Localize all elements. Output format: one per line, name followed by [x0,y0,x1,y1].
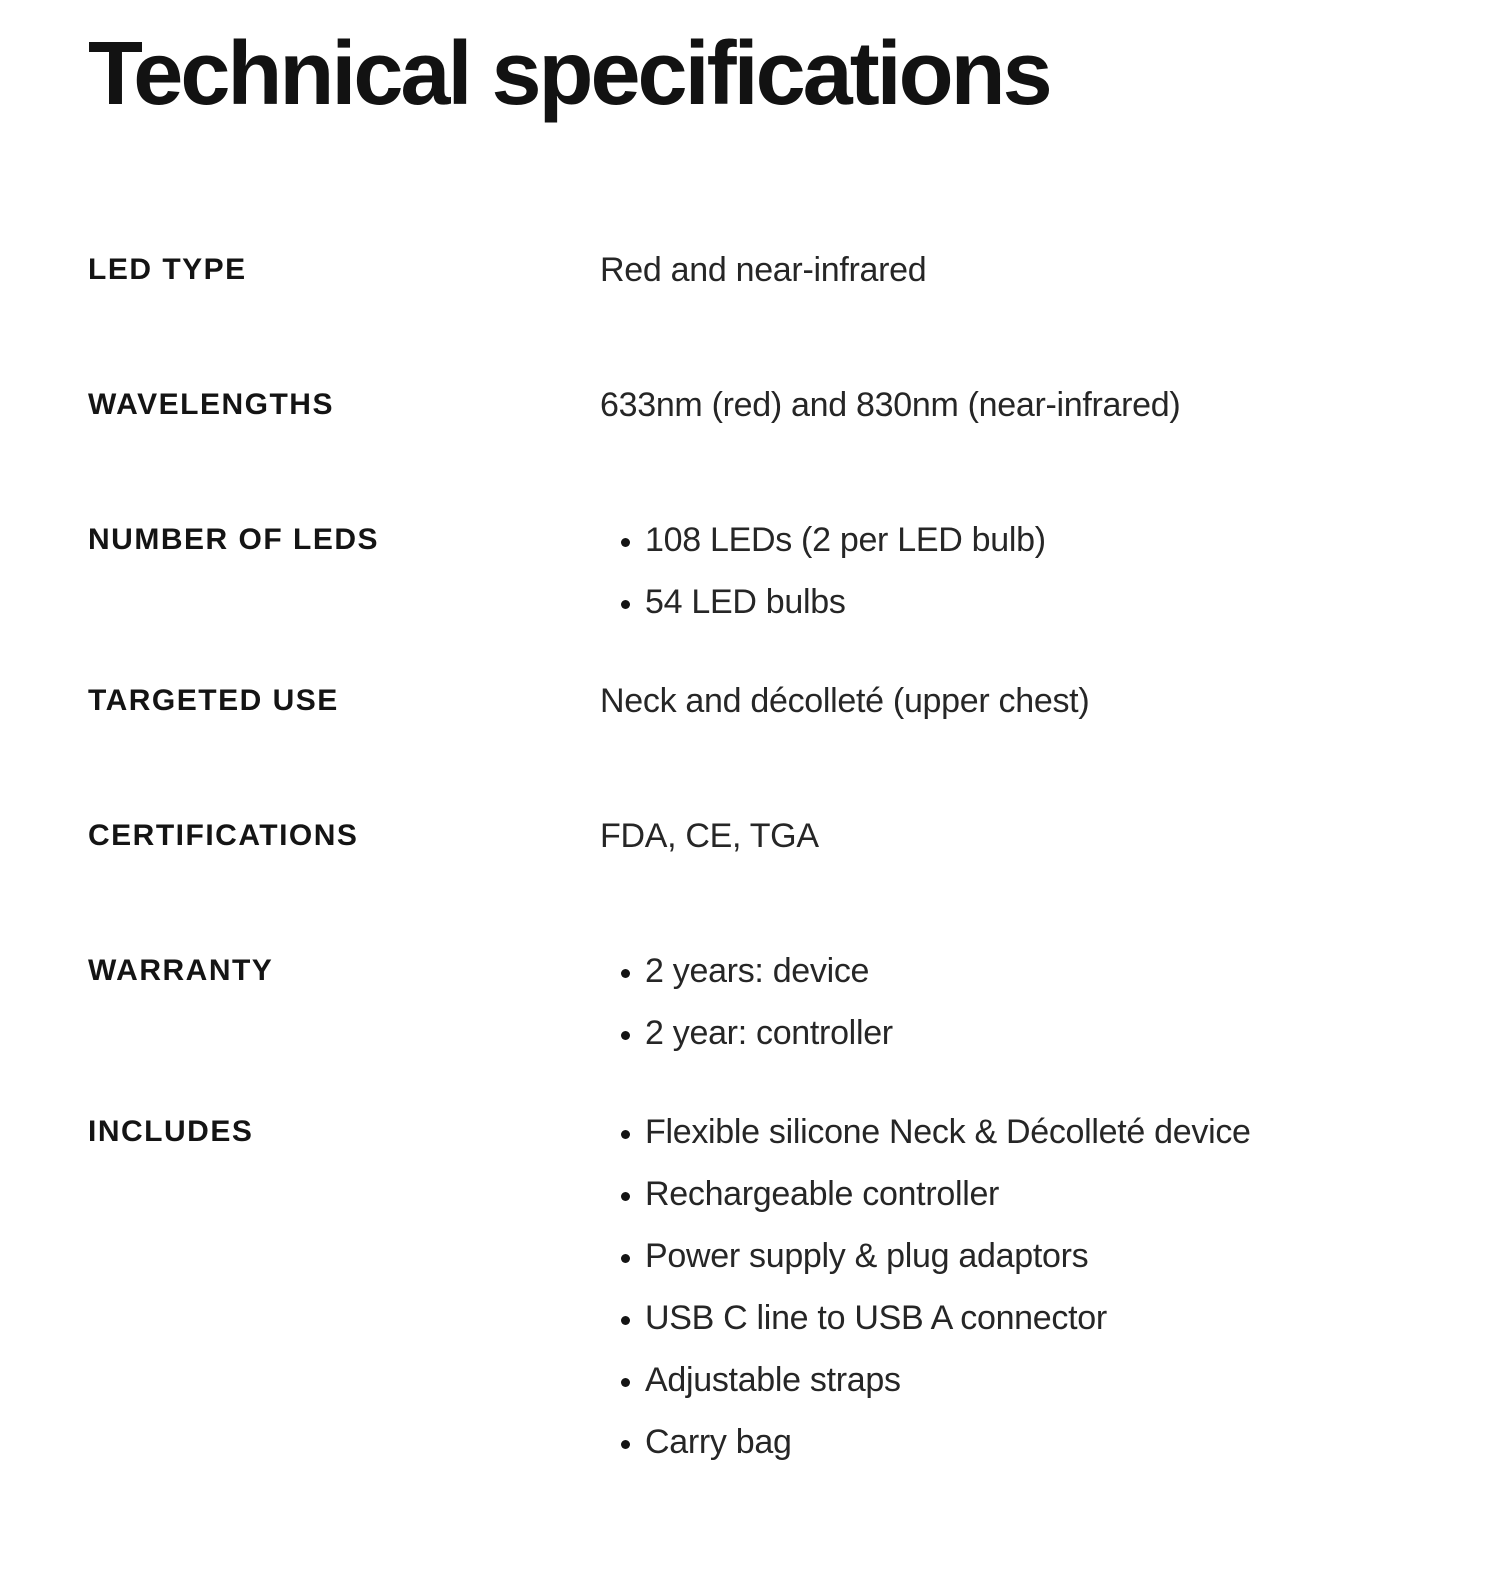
spec-list-item: • Rechargeable controller [645,1173,1420,1215]
spec-label: TARGETED USE [88,684,339,718]
spec-list-item: • Carry bag [645,1421,1420,1463]
specs-table [88,249,1420,1483]
spec-list-item: • 108 LEDs (2 per LED bulb) [645,519,1420,561]
spec-label: INCLUDES [88,1115,254,1149]
spec-label: WAVELENGTHS [88,388,334,422]
spec-value-list [600,950,1420,1074]
spec-list-item: • USB C line to USB A connector [645,1297,1420,1339]
spec-value: Neck and décolleté (upper chest) [600,682,1090,721]
spec-row-warranty [88,950,1420,1074]
spec-row-targeted-use [88,680,1420,722]
spec-value: 633nm (red) and 830nm (near-infrared) [600,386,1181,425]
spec-value: Red and near-infrared [600,251,927,290]
spec-row-includes [88,1111,1420,1483]
spec-label: NUMBER OF LEDS [88,523,379,557]
spec-list-item: • Adjustable straps [645,1359,1420,1401]
spec-row-wavelengths [88,384,1420,426]
spec-value-list [600,519,1420,643]
spec-list-item: • Power supply & plug adaptors [645,1235,1420,1277]
spec-label: LED TYPE [88,253,247,287]
spec-label: WARRANTY [88,954,274,988]
spec-list-item: • 2 years: device [645,950,1420,992]
spec-list-item: • 54 LED bulbs [645,581,1420,623]
spec-row-certifications [88,815,1420,857]
spec-value: FDA, CE, TGA [600,817,819,856]
spec-list-item: • Flexible silicone Neck & Décolleté device [645,1111,1420,1153]
spec-row-number-of-leds [88,519,1420,643]
spec-list-item: • 2 year: controller [645,1012,1420,1054]
page-title: Technical specifications [88,24,1050,124]
spec-value-list [600,1111,1420,1483]
spec-label: CERTIFICATIONS [88,819,359,853]
spec-row-led-type [88,249,1420,291]
